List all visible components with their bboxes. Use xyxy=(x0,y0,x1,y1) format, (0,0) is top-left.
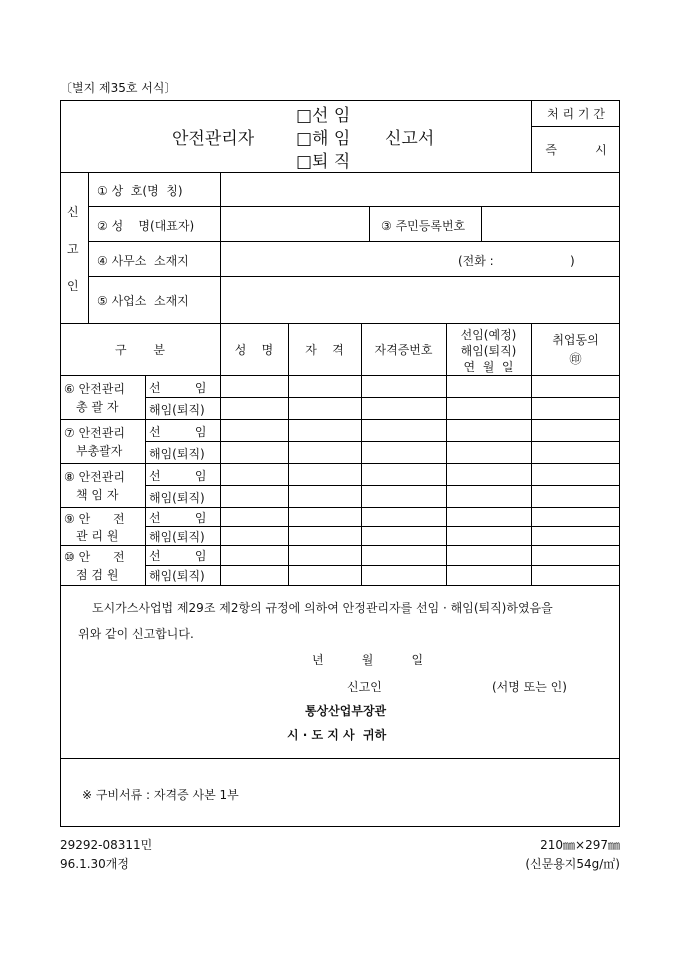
applicant-side-label-2: 고 xyxy=(67,242,79,256)
divider xyxy=(88,276,620,277)
row-general-manager-dismiss: 해임(퇴직) xyxy=(149,403,205,417)
field-label-site-address: ⑤ 사업소 소재지 xyxy=(97,294,189,308)
field-label-resident-no: ③ 주민등록번호 xyxy=(381,219,466,233)
processing-period-value: 즉 시 xyxy=(545,143,607,157)
row-safety-staff-line2: 관 리 원 xyxy=(76,529,119,543)
field-phone: (전화 : ) xyxy=(458,254,575,268)
divider xyxy=(60,758,620,759)
field-label-company: ① 상 호(명 칭) xyxy=(97,184,183,198)
header-date-line1: 선임(예정) xyxy=(460,328,517,342)
declaration-line1: 도시가스사업법 제29조 제2항의 규정에 의하여 안정관리자를 선임 · 해임(퇴직)하였음을 xyxy=(92,601,553,615)
header-category: 구 분 xyxy=(115,342,165,357)
form-number: 〔별지 제35호 서식〕 xyxy=(60,81,177,95)
row-responsible-manager-line2: 책 임 자 xyxy=(76,488,119,502)
divider xyxy=(60,463,620,464)
title-option-appoint: □선 임 xyxy=(296,106,351,126)
divider xyxy=(60,419,620,420)
field-label-name: ② 성 명(대표자) xyxy=(97,219,195,233)
header-date-line3: 연 월 일 xyxy=(463,360,514,374)
declaration-signature: (서명 또는 인) xyxy=(492,680,567,694)
declaration-applicant: 신고인 xyxy=(347,680,382,694)
row-deputy-manager-line1: ⑦ 안전관리 xyxy=(64,426,125,440)
divider xyxy=(145,565,620,566)
attachments-note: ※ 구비서류 : 자격증 사본 1부 xyxy=(82,788,239,802)
divider xyxy=(60,507,620,508)
declaration-date: 년 월 일 xyxy=(312,653,424,667)
field-label-office-address: ④ 사무소 소재지 xyxy=(97,254,189,268)
row-safety-staff-dismiss: 해임(퇴직) xyxy=(149,530,205,544)
row-responsible-manager-dismiss: 해임(퇴직) xyxy=(149,491,205,505)
title-left: 안전관리자 xyxy=(172,129,255,149)
divider xyxy=(60,375,620,376)
title-option-dismiss: □해 임 xyxy=(296,129,351,149)
row-general-manager-line2: 총 괄 자 xyxy=(76,400,119,414)
applicant-side-label-1: 신 xyxy=(67,205,79,219)
title-right: 신고서 xyxy=(385,129,435,149)
divider xyxy=(481,206,482,241)
divider xyxy=(60,585,620,586)
header-qualification: 자 격 xyxy=(305,342,344,357)
applicant-side-label-3: 인 xyxy=(67,279,79,293)
row-responsible-manager-line1: ⑧ 안전관리 xyxy=(64,470,125,484)
row-deputy-manager-line2: 부총괄자 xyxy=(76,444,123,458)
row-safety-inspector-dismiss: 해임(퇴직) xyxy=(149,569,205,583)
header-name: 성 명 xyxy=(234,342,274,357)
row-safety-inspector-appoint: 선 임 xyxy=(149,549,207,563)
row-safety-staff-line1: ⑨ 안 전 xyxy=(64,512,125,526)
footer-form-code: 29292-08311민 xyxy=(60,838,153,852)
row-safety-inspector-line2: 점 검 원 xyxy=(76,568,119,582)
divider xyxy=(60,545,620,546)
divider xyxy=(145,441,620,442)
footer-paper-size: 210㎜×297㎜ xyxy=(540,838,620,852)
row-deputy-manager-dismiss: 해임(퇴직) xyxy=(149,447,205,461)
divider xyxy=(88,241,620,242)
divider xyxy=(88,206,620,207)
row-deputy-manager-appoint: 선 임 xyxy=(149,425,207,439)
declaration-recipient-governor: 시 · 도 지 사 귀하 xyxy=(287,728,387,742)
row-general-manager-line1: ⑥ 안전관리 xyxy=(64,382,125,396)
row-safety-inspector-line1: ⑩ 안 전 xyxy=(64,550,125,564)
declaration-line2: 위와 같이 신고합니다. xyxy=(78,627,194,641)
row-general-manager-appoint: 선 임 xyxy=(149,381,207,395)
footer-revision-date: 96.1.30개정 xyxy=(60,857,129,871)
row-safety-staff-appoint: 선 임 xyxy=(149,511,207,525)
divider xyxy=(145,526,620,527)
header-consent-seal: ㊞ xyxy=(569,352,582,366)
divider xyxy=(60,172,620,173)
row-responsible-manager-appoint: 선 임 xyxy=(149,469,207,483)
header-consent-line1: 취업동의 xyxy=(552,333,599,347)
footer-paper-type: (신문용지54g/㎡) xyxy=(525,857,620,871)
title-option-retire: □퇴 직 xyxy=(296,152,351,172)
declaration-recipient-minister: 통상산업부장관 xyxy=(305,704,387,718)
divider xyxy=(88,172,89,323)
divider xyxy=(369,206,370,241)
divider xyxy=(145,375,146,585)
processing-period-label: 처 리 기 간 xyxy=(547,107,605,121)
header-cert-number: 자격증번호 xyxy=(374,342,433,357)
divider xyxy=(220,172,221,323)
header-date-line2: 해임(퇴직) xyxy=(460,344,517,358)
divider xyxy=(145,397,620,398)
divider xyxy=(145,485,620,486)
